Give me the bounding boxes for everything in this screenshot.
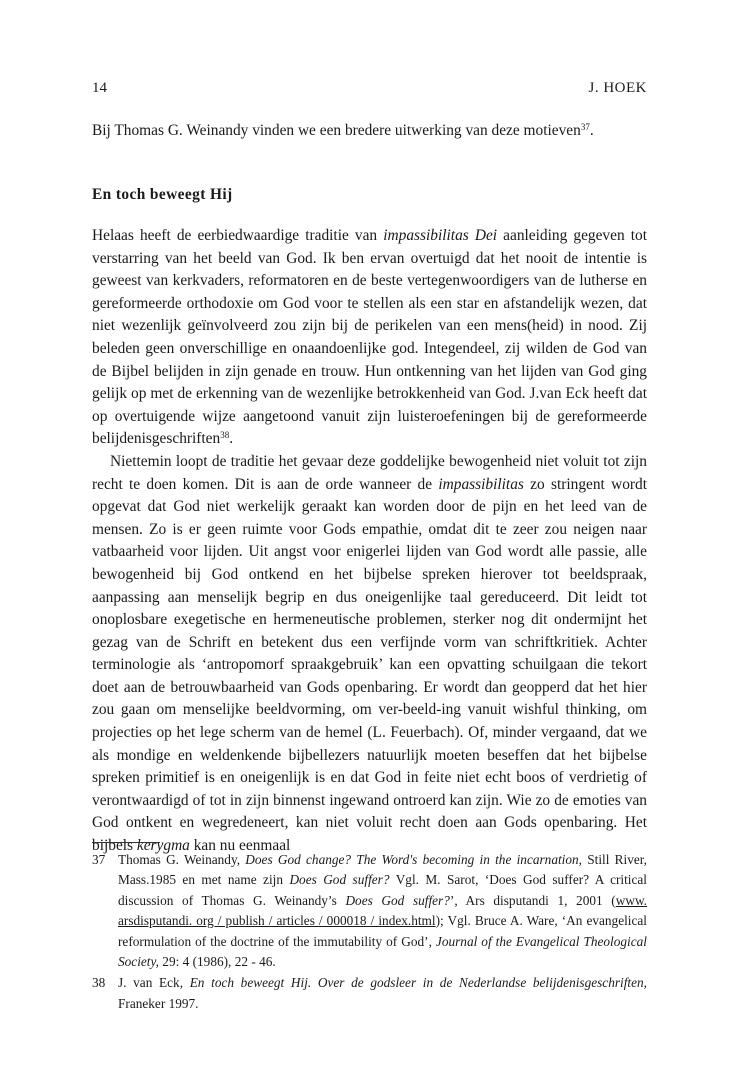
footnote-ref-38[interactable]: 38	[220, 430, 230, 441]
body-text	[92, 225, 647, 858]
section-heading: En toch beweegt Hij	[92, 186, 233, 203]
running-author: J. HOEK	[588, 80, 647, 96]
paragraph-2: Niettemin loopt de traditie het gevaar deze goddelijke bewogenheid niet voluit tot zijn recht te doen komen. Dit is aan de orde wanneer de impassibilitas zo stringent wordt opgevat dat God niet werkelijk geraakt kan worden door de pijn en het leed van de mensen. Zo is er geen ruimte voor Gods empathie, omdat dit te zeer zou neigen naar vatbaarheid voor lijden. Uit angst voor enigerlei lijden van God wordt alle passie, alle bewogenheid bij God ontkend en het bijbelse spreken hierover tot beeldspraak, aanpassing aan menselijk begrip en dus oneigenlijke taal gereduceerd. Dit leidt tot onoplosbare exegetische en hermeneutische problemen, sterker nog dit ondermijnt het gezag van de Schrift en betekent dus een verfijnde vorm van schriftkritiek. Achter terminologie als ‘antropomorf spraakgebruik’ kan een opvatting schuilgaan die tekort doet aan de betrouwbaarheid van Gods openbaring. Er wordt dan geopperd dat het hier zou gaan om menselijke beeldvorming, om ver-beeld-ing vanuit wishful thinking, om projecties op het lege scherm van de hemel (L. Feuerbach). Of, minder vergaand, dat we als mondige en weldenkende bijbellezers natuurlijk moeten beseffen dat het bijbelse spreken primitief is en oneigenlijk is en dat God in feite niet echt boos of verdrietig of verontwaardigd of tot in zijn binnenst ingewand ontroerd kan zijn. Wie zo de emoties van God ontkent en wegredeneert, kan niet voluit recht doen aan Gods openbaring. Het bijbels kerygma kan nu eenmaal	[92, 452, 648, 855]
footnote-link[interactable]: www. arsdisputandi. org / publish / articles / 000018 / index.html	[118, 892, 648, 929]
running-header	[92, 78, 647, 98]
footnote-divider	[92, 842, 160, 843]
paragraph-1: Helaas heeft de eerbiedwaardige traditie van impassibilitas Dei aanleiding gegeven tot verstarring van het beeld van God. Ik ben ervan overtuigd dat het nooit de intentie is geweest van kerkvaders, reformatoren en de beste vertegenwoordigers van de lutherse en gereformeerde orthodoxie om God voor te stellen als een star en afstandelijk wezen, dat niet wezenlijk geïnvolveerd zou zijn bij de perikelen van een mens(heid) in nood. Zij beleden geen onverschillige en onaandoenlijke god. Integendeel, zij wilden de God van de Bijbel belijden in zijn genade en trouw. Hun ontkenning van het lijden van God ging gelijk op met de erkenning van de wezenlijke betrokkenheid van God. J.van Eck heeft dat op overtuigende wijze aangetoond vanuit zijn luisteroefeningen bij de gereformeerde belijdenisgeschriften$^{38}$.	[92, 227, 647, 448]
footnote-38: 38 J. van Eck, En toch beweegt Hij. Over de godsleer in de Nederlandse belijdenisgeschriften, Franeker 1997.	[92, 975, 647, 1011]
footnote-number: 37	[92, 852, 106, 867]
page-number: 14	[92, 80, 107, 96]
intro-text: Bij Thomas G. Weinandy vinden we een bredere uitwerking van deze motieven	[92, 122, 581, 139]
footnotes	[92, 850, 647, 1014]
footnote-number: 38	[92, 975, 106, 991]
footnote-ref-37[interactable]: 37	[580, 122, 590, 132]
footnote-37: 37 Thomas G. Weinandy, Does God change? The Word's becoming in the incarnation, Still River, Mass.1985 en met name zijn Does God suffer? Vgl. M. Sarot, ‘Does God suffer? A critical discussion of Thomas G. Weinandy’s Does God suffer?’, Ars disputandi 1, 2001 (www. arsdisputandi. org / publish / articles / 000018 / index.html); Vgl. Bruce A. Ware, ‘An evangelical reformulation of the doctrine of the immutability of God’, Journal of the Evangelical Theological Society, 29: 4 (1986), 22 - 46.	[92, 852, 648, 970]
intro-paragraph: Bij Thomas G. Weinandy vinden we een bredere uitwerking van deze motieven$^{37}$.	[92, 122, 594, 139]
